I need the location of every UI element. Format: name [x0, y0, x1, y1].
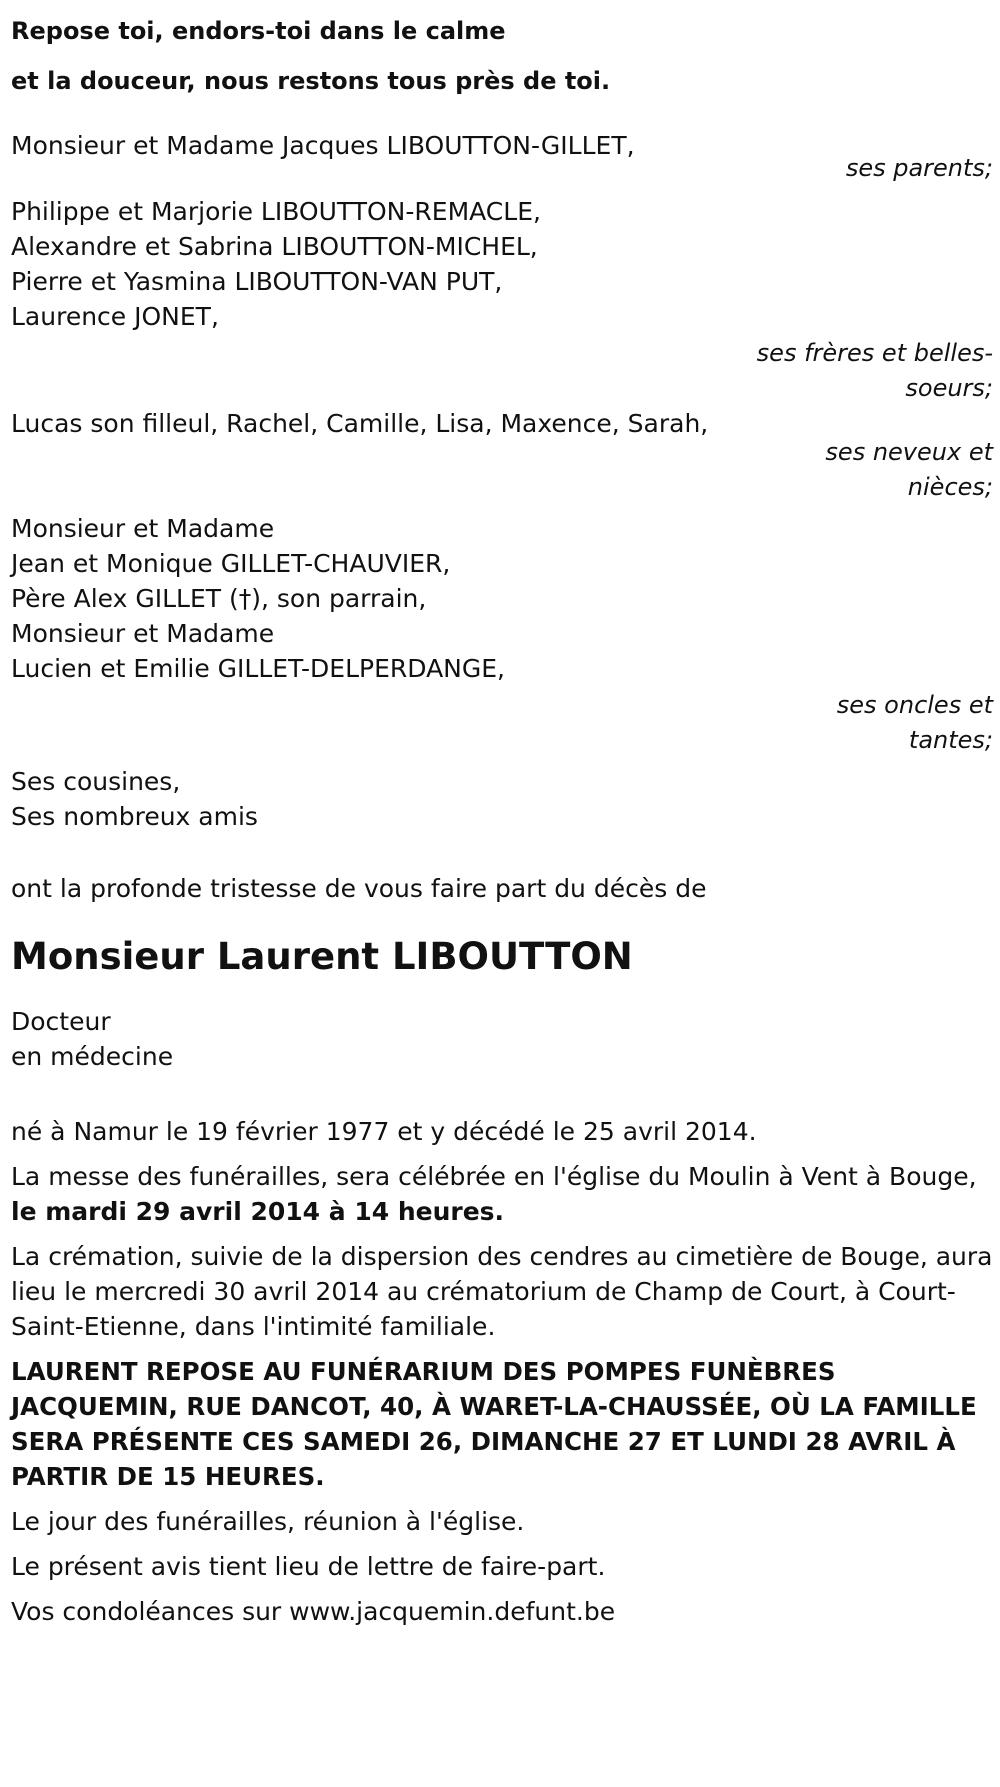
uncle-line: Monsieur et Madame	[11, 619, 275, 648]
uncle-line: Monsieur et Madame	[11, 514, 275, 543]
obituary-notice	[11, 6, 993, 1629]
verse-line-1: Repose toi, endors-toi dans le calme	[11, 17, 506, 45]
funerarium-paragraph: LAURENT REPOSE AU FUNÉRARIUM DES POMPES FUNÈBRES JACQUEMIN, RUE DANCOT, 40, À WARET-LA-CHAUSSÉE, OÙ LA FAMILLE SERA PRÉSENTE CES SAMEDI 26, DIMANCHE 27 ET LUNDI 28 AVRIL À PARTIR DE 15 HEURES.	[11, 1357, 977, 1491]
nephews-role: ses neveux et nièces;	[825, 438, 993, 501]
condolences: Vos condoléances sur www.jacquemin.defunt.be	[11, 1597, 616, 1626]
announcement: ont la profonde tristesse de vous faire part du décès de	[11, 874, 707, 903]
cremation-paragraph: La crémation, suivie de la dispersion des cendres au cimetière de Bouge, aura lieu le mercredi 30 avril 2014 au crématorium de Champ de Court, à Court-Saint-Etienne, dans l'intimité familiale.	[11, 1242, 993, 1341]
others-group	[11, 764, 993, 834]
deceased-title-line-2: en médecine	[11, 1042, 174, 1071]
mass-text: La messe des funérailles, sera célébrée en l'église du Moulin à Vent à Bouge,	[11, 1162, 977, 1191]
mass-paragraph	[11, 1159, 993, 1229]
others-line: Ses cousines,	[11, 767, 181, 796]
parents-group	[11, 126, 993, 188]
verse-line-2: et la douceur, nous restons tous près de toi.	[11, 67, 611, 95]
notice: Le présent avis tient lieu de lettre de faire-part.	[11, 1552, 606, 1581]
parents-name: Monsieur et Madame Jacques LIBOUTTON-GILLET,	[11, 131, 635, 160]
nephews-names: Lucas son filleul, Rachel, Camille, Lisa, Maxence, Sarah,	[11, 409, 709, 438]
sibling-name: Philippe et Marjorie LIBOUTTON-REMACLE,	[11, 197, 541, 226]
others-line: Ses nombreux amis	[11, 802, 258, 831]
deceased-title	[11, 1004, 993, 1074]
uncle-line: Jean et Monique GILLET-CHAUVIER,	[11, 549, 451, 578]
nephews-group	[11, 406, 993, 505]
details	[11, 1114, 993, 1629]
deceased-title-line-1: Docteur	[11, 1007, 111, 1036]
sibling-name: Laurence JONET,	[11, 302, 219, 331]
siblings-role: ses frères et belles-soeurs;	[756, 339, 993, 402]
siblings-group	[11, 194, 993, 406]
sibling-name: Alexandre et Sabrina LIBOUTTON-MICHEL,	[11, 232, 538, 261]
parents-role: ses parents;	[845, 154, 993, 182]
uncle-line: Père Alex GILLET (†), son parrain,	[11, 584, 427, 613]
uncle-line: Lucien et Emilie GILLET-DELPERDANGE,	[11, 654, 505, 683]
mass-date: le mardi 29 avril 2014 à 14 heures.	[11, 1197, 505, 1226]
uncles-role: ses oncles et tantes;	[836, 691, 993, 754]
verse	[11, 6, 993, 106]
birth-death: né à Namur le 19 février 1977 et y décédé le 25 avril 2014.	[11, 1117, 757, 1146]
uncles-group	[11, 511, 993, 758]
reunion: Le jour des funérailles, réunion à l'église.	[11, 1507, 525, 1536]
sibling-name: Pierre et Yasmina LIBOUTTON-VAN PUT,	[11, 267, 503, 296]
deceased-name: Monsieur Laurent LIBOUTTON	[11, 935, 633, 978]
